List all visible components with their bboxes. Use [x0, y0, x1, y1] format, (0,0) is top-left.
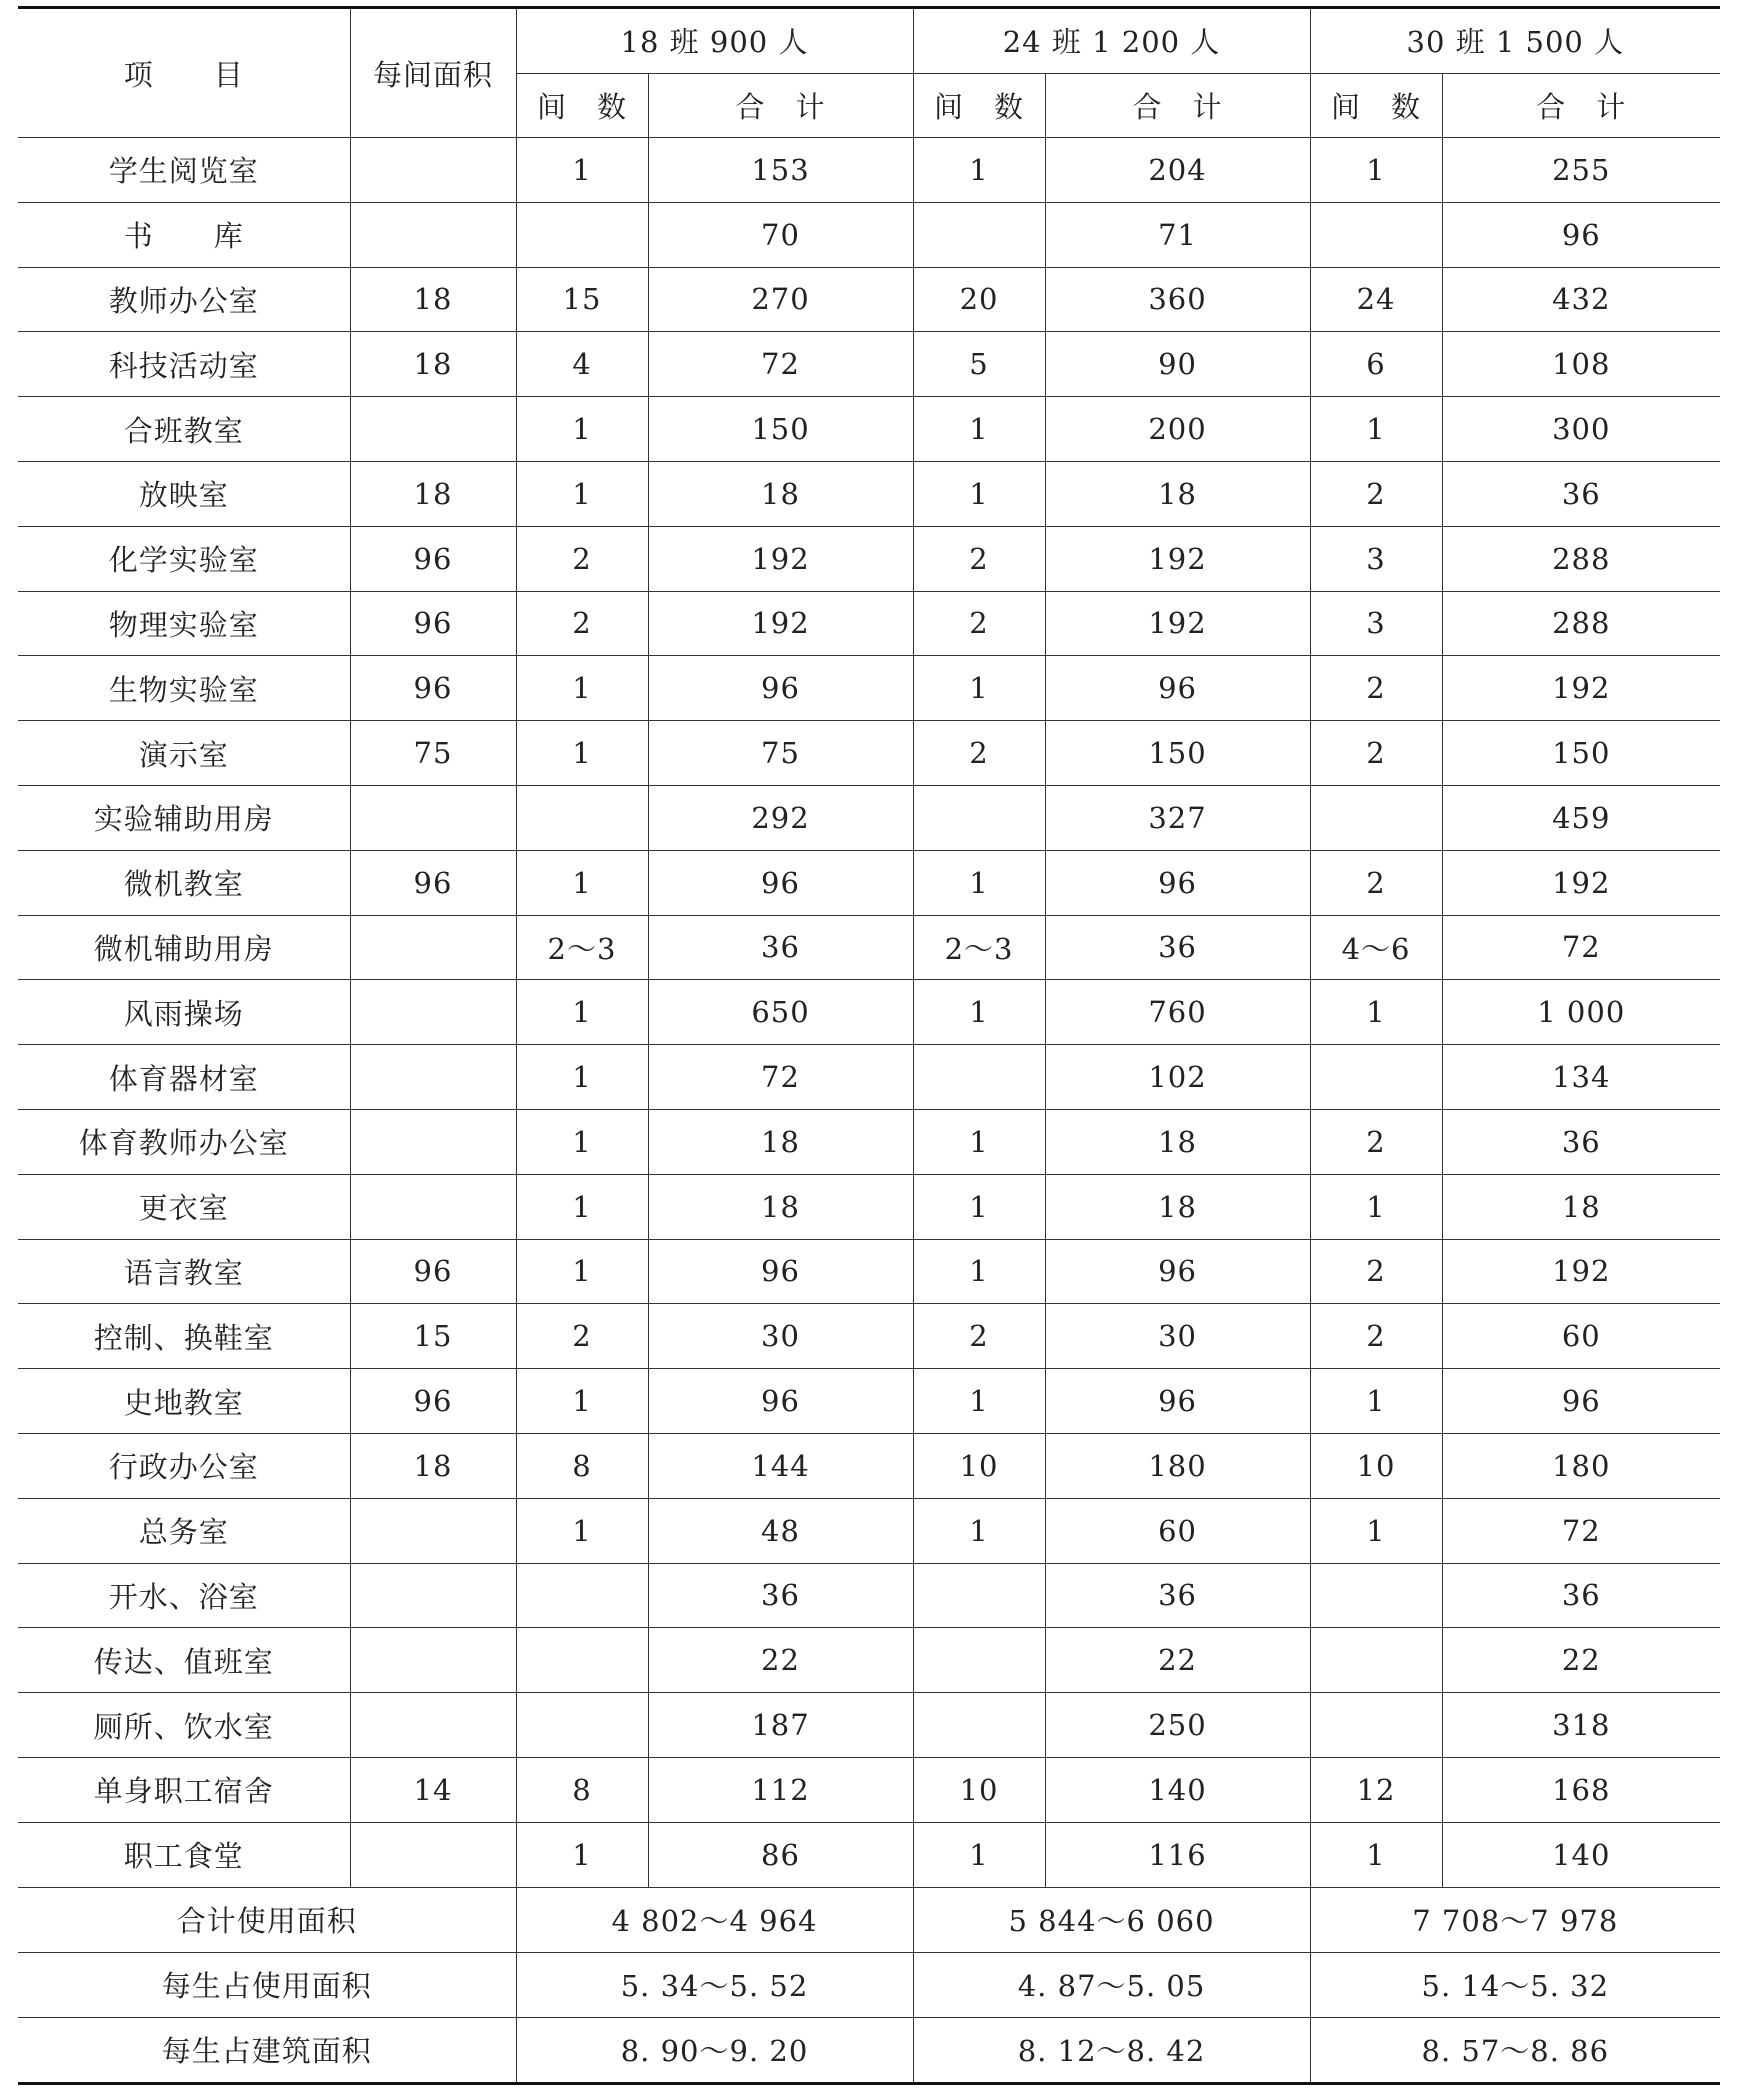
total-18: 48 — [648, 1498, 913, 1563]
table-header — [18, 8, 1720, 138]
row-name: 体育器材室 — [18, 1045, 350, 1110]
table-row — [18, 1369, 1720, 1434]
header-count: 间 数 — [1310, 73, 1442, 138]
summary-value-18: 8. 90～9. 20 — [516, 2017, 913, 2083]
row-area: 18 — [350, 461, 516, 526]
count-18: 1 — [516, 1498, 648, 1563]
row-name: 厕所、饮水室 — [18, 1693, 350, 1758]
total-24: 36 — [1045, 915, 1310, 980]
row-area — [350, 1498, 516, 1563]
total-18: 192 — [648, 591, 913, 656]
count-24: 2～3 — [913, 915, 1045, 980]
total-24: 18 — [1045, 1109, 1310, 1174]
row-name: 风雨操场 — [18, 980, 350, 1045]
area-table — [18, 6, 1720, 2085]
total-18: 96 — [648, 1369, 913, 1434]
row-area: 15 — [350, 1304, 516, 1369]
total-30: 72 — [1442, 1498, 1720, 1563]
count-30: 2 — [1310, 1109, 1442, 1174]
row-name: 控制、换鞋室 — [18, 1304, 350, 1369]
count-18: 1 — [516, 1239, 648, 1304]
row-area — [350, 1822, 516, 1887]
row-area — [350, 1693, 516, 1758]
count-24 — [913, 1693, 1045, 1758]
total-24: 360 — [1045, 267, 1310, 332]
table-row — [18, 1109, 1720, 1174]
row-name: 生物实验室 — [18, 656, 350, 721]
row-name: 放映室 — [18, 461, 350, 526]
row-name: 职工食堂 — [18, 1822, 350, 1887]
count-30: 1 — [1310, 1498, 1442, 1563]
count-18: 1 — [516, 138, 648, 203]
table-row — [18, 397, 1720, 462]
summary-row — [18, 2017, 1720, 2083]
header-group-24: 24 班 1 200 人 — [913, 8, 1310, 74]
total-24: 90 — [1045, 332, 1310, 397]
count-18: 1 — [516, 1822, 648, 1887]
row-name: 科技活动室 — [18, 332, 350, 397]
count-24: 1 — [913, 1498, 1045, 1563]
row-name: 语言教室 — [18, 1239, 350, 1304]
row-name: 开水、浴室 — [18, 1563, 350, 1628]
row-name: 单身职工宿舍 — [18, 1757, 350, 1822]
row-area — [350, 202, 516, 267]
count-30: 24 — [1310, 267, 1442, 332]
total-18: 150 — [648, 397, 913, 462]
total-18: 187 — [648, 1693, 913, 1758]
row-area — [350, 1109, 516, 1174]
summary-value-18: 4 802～4 964 — [516, 1887, 913, 1952]
count-30 — [1310, 1628, 1442, 1693]
count-18 — [516, 1563, 648, 1628]
total-24: 18 — [1045, 461, 1310, 526]
total-30: 18 — [1442, 1174, 1720, 1239]
count-18 — [516, 785, 648, 850]
table-row — [18, 591, 1720, 656]
total-24: 18 — [1045, 1174, 1310, 1239]
count-24: 1 — [913, 1822, 1045, 1887]
count-18: 2 — [516, 526, 648, 591]
total-30: 36 — [1442, 1563, 1720, 1628]
total-30: 168 — [1442, 1757, 1720, 1822]
total-24: 180 — [1045, 1433, 1310, 1498]
total-30: 72 — [1442, 915, 1720, 980]
total-18: 72 — [648, 332, 913, 397]
summary-value-24: 8. 12～8. 42 — [913, 2017, 1310, 2083]
count-18: 4 — [516, 332, 648, 397]
total-30: 192 — [1442, 1239, 1720, 1304]
row-area — [350, 785, 516, 850]
count-30 — [1310, 1693, 1442, 1758]
total-18: 18 — [648, 1174, 913, 1239]
table-row — [18, 721, 1720, 786]
header-total: 合 计 — [1442, 73, 1720, 138]
total-30: 180 — [1442, 1433, 1720, 1498]
count-18: 1 — [516, 850, 648, 915]
count-24: 1 — [913, 1174, 1045, 1239]
total-30: 96 — [1442, 1369, 1720, 1434]
count-30: 2 — [1310, 721, 1442, 786]
total-24: 96 — [1045, 1369, 1310, 1434]
count-24 — [913, 785, 1045, 850]
row-area: 96 — [350, 656, 516, 721]
header-group-18: 18 班 900 人 — [516, 8, 913, 74]
row-area — [350, 1045, 516, 1110]
header-count: 间 数 — [516, 73, 648, 138]
table-row — [18, 1239, 1720, 1304]
row-area: 96 — [350, 526, 516, 591]
total-24: 96 — [1045, 656, 1310, 721]
summary-value-18: 5. 34～5. 52 — [516, 1952, 913, 2017]
total-30: 300 — [1442, 397, 1720, 462]
count-24: 20 — [913, 267, 1045, 332]
table-row — [18, 267, 1720, 332]
count-18: 1 — [516, 461, 648, 526]
row-name: 演示室 — [18, 721, 350, 786]
total-30: 459 — [1442, 785, 1720, 850]
row-area — [350, 1628, 516, 1693]
total-24: 192 — [1045, 591, 1310, 656]
count-18: 1 — [516, 1369, 648, 1434]
row-name: 学生阅览室 — [18, 138, 350, 203]
row-name: 传达、值班室 — [18, 1628, 350, 1693]
total-24: 30 — [1045, 1304, 1310, 1369]
total-30: 1 000 — [1442, 980, 1720, 1045]
total-18: 112 — [648, 1757, 913, 1822]
total-24: 150 — [1045, 721, 1310, 786]
table-row — [18, 1433, 1720, 1498]
count-18: 1 — [516, 656, 648, 721]
row-area: 14 — [350, 1757, 516, 1822]
count-24: 2 — [913, 1304, 1045, 1369]
count-24 — [913, 1045, 1045, 1110]
count-30 — [1310, 785, 1442, 850]
summary-value-30: 7 708～7 978 — [1310, 1887, 1720, 1952]
header-group-30: 30 班 1 500 人 — [1310, 8, 1720, 74]
total-30: 96 — [1442, 202, 1720, 267]
count-30 — [1310, 1045, 1442, 1110]
count-24: 1 — [913, 980, 1045, 1045]
total-18: 18 — [648, 1109, 913, 1174]
row-name: 更衣室 — [18, 1174, 350, 1239]
total-24: 200 — [1045, 397, 1310, 462]
row-area: 18 — [350, 1433, 516, 1498]
table-row — [18, 1045, 1720, 1110]
table-body — [18, 138, 1720, 1888]
total-18: 36 — [648, 1563, 913, 1628]
count-18: 8 — [516, 1433, 648, 1498]
table-row — [18, 1693, 1720, 1758]
count-30: 2 — [1310, 1239, 1442, 1304]
summary-label: 合计使用面积 — [18, 1887, 516, 1952]
count-18: 8 — [516, 1757, 648, 1822]
count-30: 2 — [1310, 850, 1442, 915]
total-18: 86 — [648, 1822, 913, 1887]
row-name: 史地教室 — [18, 1369, 350, 1434]
total-18: 144 — [648, 1433, 913, 1498]
table-summary — [18, 1887, 1720, 2084]
total-24: 96 — [1045, 850, 1310, 915]
summary-value-30: 5. 14～5. 32 — [1310, 1952, 1720, 2017]
summary-value-24: 4. 87～5. 05 — [913, 1952, 1310, 2017]
row-name: 合班教室 — [18, 397, 350, 462]
count-18: 1 — [516, 1109, 648, 1174]
total-30: 140 — [1442, 1822, 1720, 1887]
total-18: 270 — [648, 267, 913, 332]
count-18: 15 — [516, 267, 648, 332]
total-24: 96 — [1045, 1239, 1310, 1304]
table-row — [18, 138, 1720, 203]
count-18: 2 — [516, 591, 648, 656]
row-area — [350, 1174, 516, 1239]
total-18: 96 — [648, 656, 913, 721]
total-18: 153 — [648, 138, 913, 203]
total-30: 432 — [1442, 267, 1720, 332]
count-24: 1 — [913, 850, 1045, 915]
table-row — [18, 1498, 1720, 1563]
total-18: 36 — [648, 915, 913, 980]
total-18: 72 — [648, 1045, 913, 1110]
table-row — [18, 1822, 1720, 1887]
total-24: 760 — [1045, 980, 1310, 1045]
total-18: 30 — [648, 1304, 913, 1369]
row-name: 微机辅助用房 — [18, 915, 350, 980]
summary-value-30: 8. 57～8. 86 — [1310, 2017, 1720, 2083]
row-name: 体育教师办公室 — [18, 1109, 350, 1174]
row-name: 微机教室 — [18, 850, 350, 915]
table-row — [18, 526, 1720, 591]
count-18: 1 — [516, 980, 648, 1045]
count-30: 2 — [1310, 461, 1442, 526]
header-area-per-room: 每间面积 — [350, 8, 516, 138]
row-name: 物理实验室 — [18, 591, 350, 656]
total-18: 22 — [648, 1628, 913, 1693]
summary-label: 每生占使用面积 — [18, 1952, 516, 2017]
table-row — [18, 1628, 1720, 1693]
count-30: 10 — [1310, 1433, 1442, 1498]
count-30: 12 — [1310, 1757, 1442, 1822]
row-area: 96 — [350, 1369, 516, 1434]
count-24: 1 — [913, 656, 1045, 721]
count-24: 2 — [913, 721, 1045, 786]
count-24: 10 — [913, 1757, 1045, 1822]
header-total: 合 计 — [1045, 73, 1310, 138]
row-area — [350, 1563, 516, 1628]
count-18: 1 — [516, 721, 648, 786]
count-30: 1 — [1310, 980, 1442, 1045]
count-30 — [1310, 202, 1442, 267]
total-30: 22 — [1442, 1628, 1720, 1693]
table-row — [18, 461, 1720, 526]
table-row — [18, 785, 1720, 850]
count-24: 2 — [913, 526, 1045, 591]
total-24: 102 — [1045, 1045, 1310, 1110]
header-item: 项 目 — [18, 8, 350, 138]
row-name: 总务室 — [18, 1498, 350, 1563]
count-24: 10 — [913, 1433, 1045, 1498]
count-24: 1 — [913, 1369, 1045, 1434]
header-count: 间 数 — [913, 73, 1045, 138]
count-30: 1 — [1310, 1822, 1442, 1887]
row-area: 18 — [350, 332, 516, 397]
count-18: 2 — [516, 1304, 648, 1369]
total-30: 36 — [1442, 461, 1720, 526]
count-24: 2 — [913, 591, 1045, 656]
row-name: 教师办公室 — [18, 267, 350, 332]
row-area — [350, 138, 516, 203]
total-18: 70 — [648, 202, 913, 267]
count-18: 1 — [516, 1045, 648, 1110]
count-24: 1 — [913, 1109, 1045, 1174]
table-row — [18, 850, 1720, 915]
total-30: 192 — [1442, 656, 1720, 721]
total-30: 288 — [1442, 591, 1720, 656]
total-18: 96 — [648, 1239, 913, 1304]
count-24 — [913, 202, 1045, 267]
table-row — [18, 1174, 1720, 1239]
total-30: 150 — [1442, 721, 1720, 786]
table-row — [18, 656, 1720, 721]
total-24: 22 — [1045, 1628, 1310, 1693]
row-area — [350, 397, 516, 462]
table-row — [18, 202, 1720, 267]
count-24: 1 — [913, 138, 1045, 203]
count-30: 3 — [1310, 591, 1442, 656]
count-30: 4～6 — [1310, 915, 1442, 980]
count-18 — [516, 1693, 648, 1758]
count-30: 2 — [1310, 1304, 1442, 1369]
table-row — [18, 1563, 1720, 1628]
total-24: 327 — [1045, 785, 1310, 850]
total-18: 75 — [648, 721, 913, 786]
row-area — [350, 980, 516, 1045]
table-row — [18, 980, 1720, 1045]
row-name: 化学实验室 — [18, 526, 350, 591]
count-24: 1 — [913, 461, 1045, 526]
total-18: 18 — [648, 461, 913, 526]
table-row — [18, 1757, 1720, 1822]
total-24: 71 — [1045, 202, 1310, 267]
count-24: 5 — [913, 332, 1045, 397]
count-24: 1 — [913, 397, 1045, 462]
summary-label: 每生占建筑面积 — [18, 2017, 516, 2083]
count-18: 1 — [516, 1174, 648, 1239]
count-24 — [913, 1628, 1045, 1693]
summary-row — [18, 1887, 1720, 1952]
count-18 — [516, 202, 648, 267]
total-18: 96 — [648, 850, 913, 915]
total-30: 288 — [1442, 526, 1720, 591]
row-name: 实验辅助用房 — [18, 785, 350, 850]
total-24: 204 — [1045, 138, 1310, 203]
total-18: 650 — [648, 980, 913, 1045]
count-30: 1 — [1310, 138, 1442, 203]
total-18: 192 — [648, 526, 913, 591]
count-18: 2～3 — [516, 915, 648, 980]
count-24: 1 — [913, 1239, 1045, 1304]
total-24: 140 — [1045, 1757, 1310, 1822]
total-24: 60 — [1045, 1498, 1310, 1563]
count-30: 3 — [1310, 526, 1442, 591]
row-area: 96 — [350, 591, 516, 656]
row-area: 75 — [350, 721, 516, 786]
summary-value-24: 5 844～6 060 — [913, 1887, 1310, 1952]
total-30: 60 — [1442, 1304, 1720, 1369]
row-area: 18 — [350, 267, 516, 332]
row-area — [350, 915, 516, 980]
total-24: 192 — [1045, 526, 1310, 591]
count-30: 6 — [1310, 332, 1442, 397]
total-24: 250 — [1045, 1693, 1310, 1758]
total-30: 36 — [1442, 1109, 1720, 1174]
count-30: 1 — [1310, 397, 1442, 462]
row-name: 书 库 — [18, 202, 350, 267]
total-24: 116 — [1045, 1822, 1310, 1887]
total-30: 318 — [1442, 1693, 1720, 1758]
row-area: 96 — [350, 1239, 516, 1304]
count-18: 1 — [516, 397, 648, 462]
count-30 — [1310, 1563, 1442, 1628]
total-18: 292 — [648, 785, 913, 850]
row-name: 行政办公室 — [18, 1433, 350, 1498]
total-30: 192 — [1442, 850, 1720, 915]
count-18 — [516, 1628, 648, 1693]
table-row — [18, 332, 1720, 397]
table-row — [18, 1304, 1720, 1369]
count-24 — [913, 1563, 1045, 1628]
count-30: 2 — [1310, 656, 1442, 721]
total-30: 108 — [1442, 332, 1720, 397]
header-total: 合 计 — [648, 73, 913, 138]
count-30: 1 — [1310, 1174, 1442, 1239]
total-30: 255 — [1442, 138, 1720, 203]
summary-row — [18, 1952, 1720, 2017]
total-24: 36 — [1045, 1563, 1310, 1628]
table-row — [18, 915, 1720, 980]
total-30: 134 — [1442, 1045, 1720, 1110]
count-30: 1 — [1310, 1369, 1442, 1434]
row-area: 96 — [350, 850, 516, 915]
